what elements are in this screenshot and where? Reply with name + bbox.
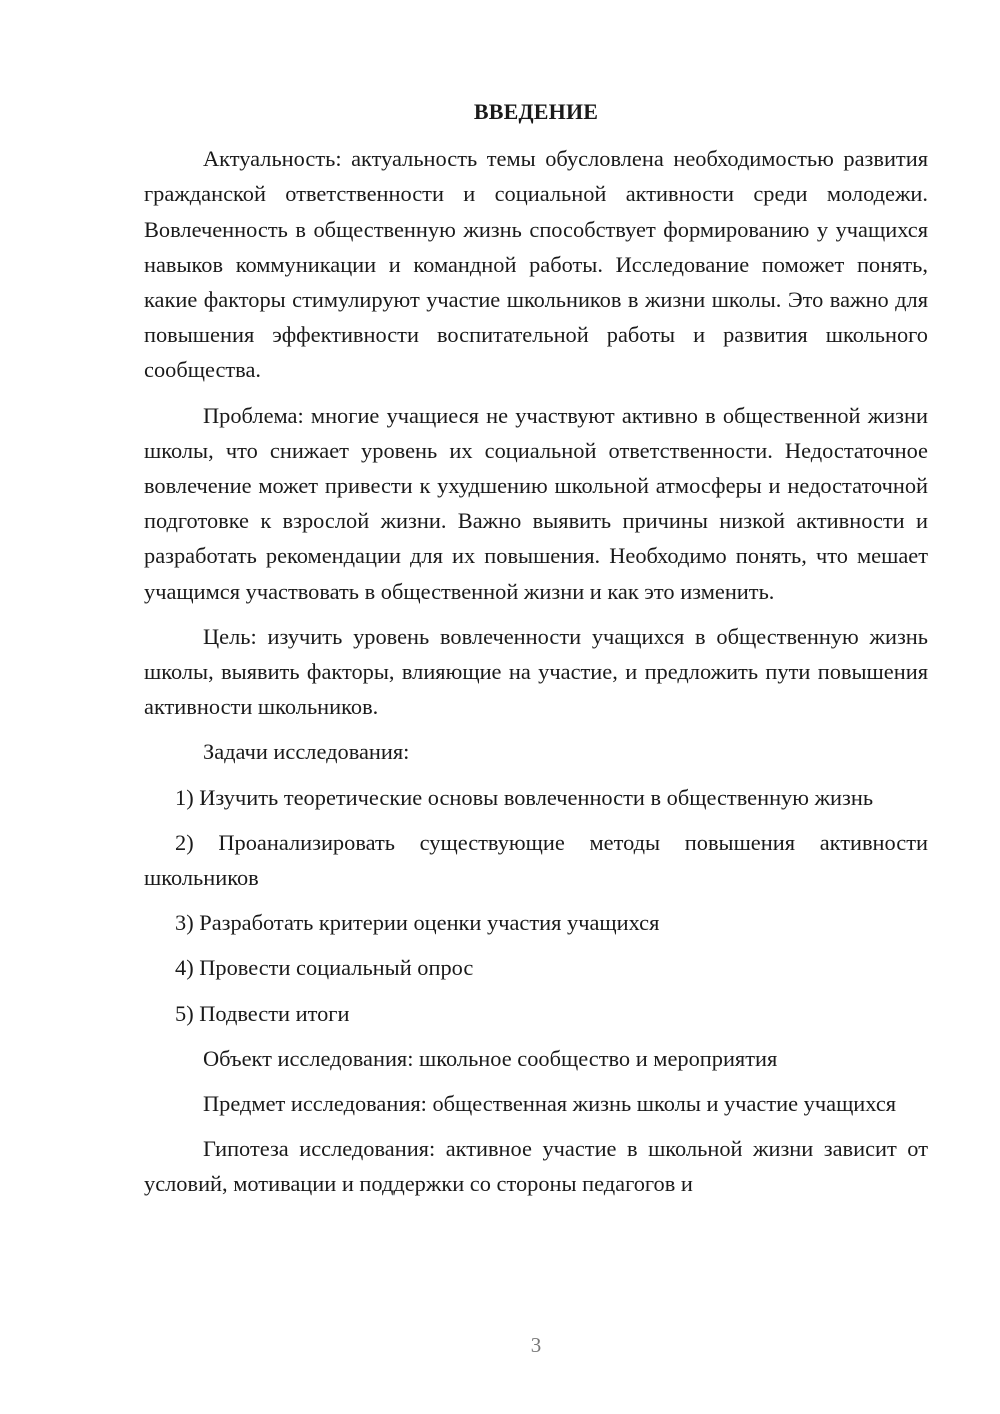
object-paragraph: Объект исследования: школьное сообщество и мероприятия bbox=[203, 1045, 778, 1071]
problem-paragraph: Проблема: многие учащиеся не участвуют активно в общественной жизни школы, что снижает уровень их социальной ответственности. Недостаточное вовлечение может привести к ухудшению школьной атмосферы и недостаточной подготовке к взрослой жизни. Важно выявить причины низкой активности и разработать рекомендации для их повышения. Необходимо понять, что мешает учащимся участвовать в общественной жизни и как это изменить. bbox=[144, 402, 928, 604]
goal-paragraph: Цель: изучить уровень вовлеченности учащихся в общественную жизнь школы, выявить факторы, влияющие на участие, и предложить пути повышения активности школьников. bbox=[144, 623, 928, 720]
hypothesis-paragraph: Гипотеза исследования: активное участие в школьной жизни зависит от условий, мотивации и поддержки со стороны педагогов и bbox=[144, 1136, 928, 1197]
page-number: 3 bbox=[530, 1333, 542, 1357]
task-item-4: 4) Провести социальный опрос bbox=[175, 955, 474, 981]
relevance-paragraph: Актуальность: актуальность темы обусловлена необходимостью развития гражданской ответственности и социальной активности среди молодежи. Вовлеченность в общественную жизнь способствует формированию у учащихся навыков коммуникации и командной работы. Исследование поможет понять, какие факторы стимулируют участие школьников в жизни школы. Это важно для повышения эффективности воспитательной работы и развития школьного сообщества. bbox=[144, 146, 928, 383]
page-content bbox=[144, 94, 928, 1212]
tasks-title: Задачи исследования: bbox=[203, 739, 410, 765]
task-item-5: 5) Подвести итоги bbox=[175, 1000, 350, 1026]
task-item-3: 3) Разработать критерии оценки участия учащихся bbox=[175, 910, 660, 936]
task-item-2: 2) Проанализировать существующие методы повышения активности школьников bbox=[144, 829, 928, 891]
task-item-1: 1) Изучить теоретические основы вовлеченности в общественную жизнь bbox=[175, 784, 874, 810]
subject-paragraph: Предмет исследования: общественная жизнь школы и участие учащихся bbox=[203, 1091, 897, 1117]
section-heading: ВВЕДЕНИЕ bbox=[473, 99, 599, 124]
